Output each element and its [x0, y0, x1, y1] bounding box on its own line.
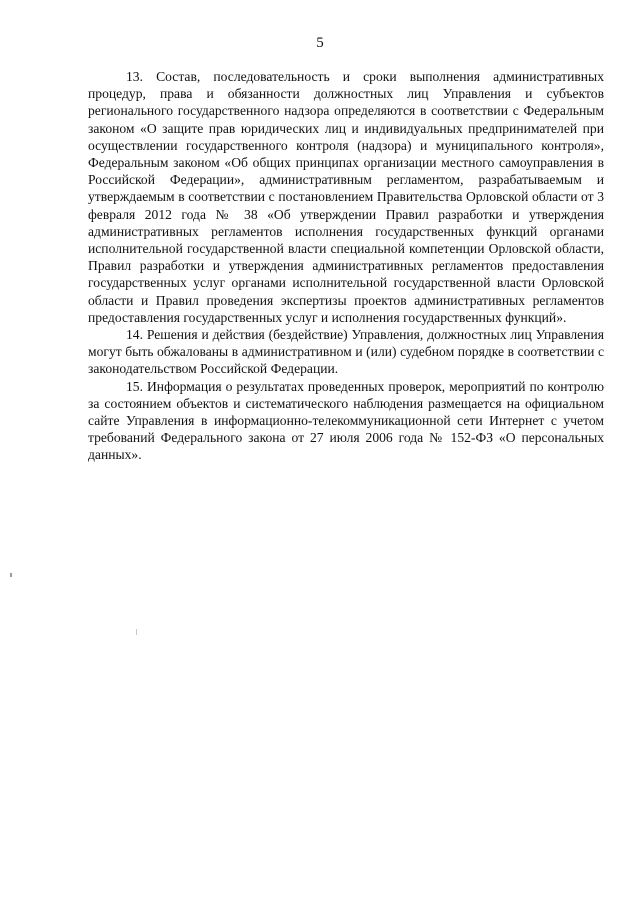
paragraph-14: 14. Решения и действия (бездействие) Управления, должностных лиц Управления могут быть обжалованы в административном и (или) судебном порядке в соответствии с законодательством Российской Федерации.	[88, 327, 604, 377]
paragraph-15: 15. Информация о результатах проведенных проверок, мероприятий по контролю за состоянием объектов и систематического наблюдения размещается на официальном сайте Управления в информационно-телекоммуникационной сети Интернет с учетом требований Федерального закона от 27 июля 2006 года № 152-ФЗ «О персональных данных».	[88, 378, 604, 463]
page-number: 5	[316, 35, 324, 51]
paragraph-13: 13. Состав, последовательность и сроки выполнения административных процедур, права и обязанности должностных лиц Управления и субъектов регионального государственного надзора определяются в соответствии с Федеральным законом «О защите прав юридических лиц и индивидуальных предпринимателей при осуществлении государственного контроля (надзора) и муниципального контроля», Федеральным законом «Об общих принципах организации местного самоуправления в Российской Федерации», административным регламентом, разрабатываемым и утверждаемым в соответствии с постановлением Правительства Орловской области от 3 февраля 2012 года № 38 «Об утверждении Правил разработки и утверждения административных регламентов исполнения государственных функций органами исполнительной государственной власти специальной компетенции Орловской области, Правил разработки и утверждения административных регламентов предоставления государственных услуг органами исполнительной государственной власти Орловской области и Правил проведения экспертизы проектов административных регламентов предоставления государственных услуг и исполнения государственных функций».	[88, 69, 604, 325]
scan-speck	[136, 629, 137, 635]
scan-speck	[10, 573, 12, 577]
document-body	[88, 68, 604, 464]
